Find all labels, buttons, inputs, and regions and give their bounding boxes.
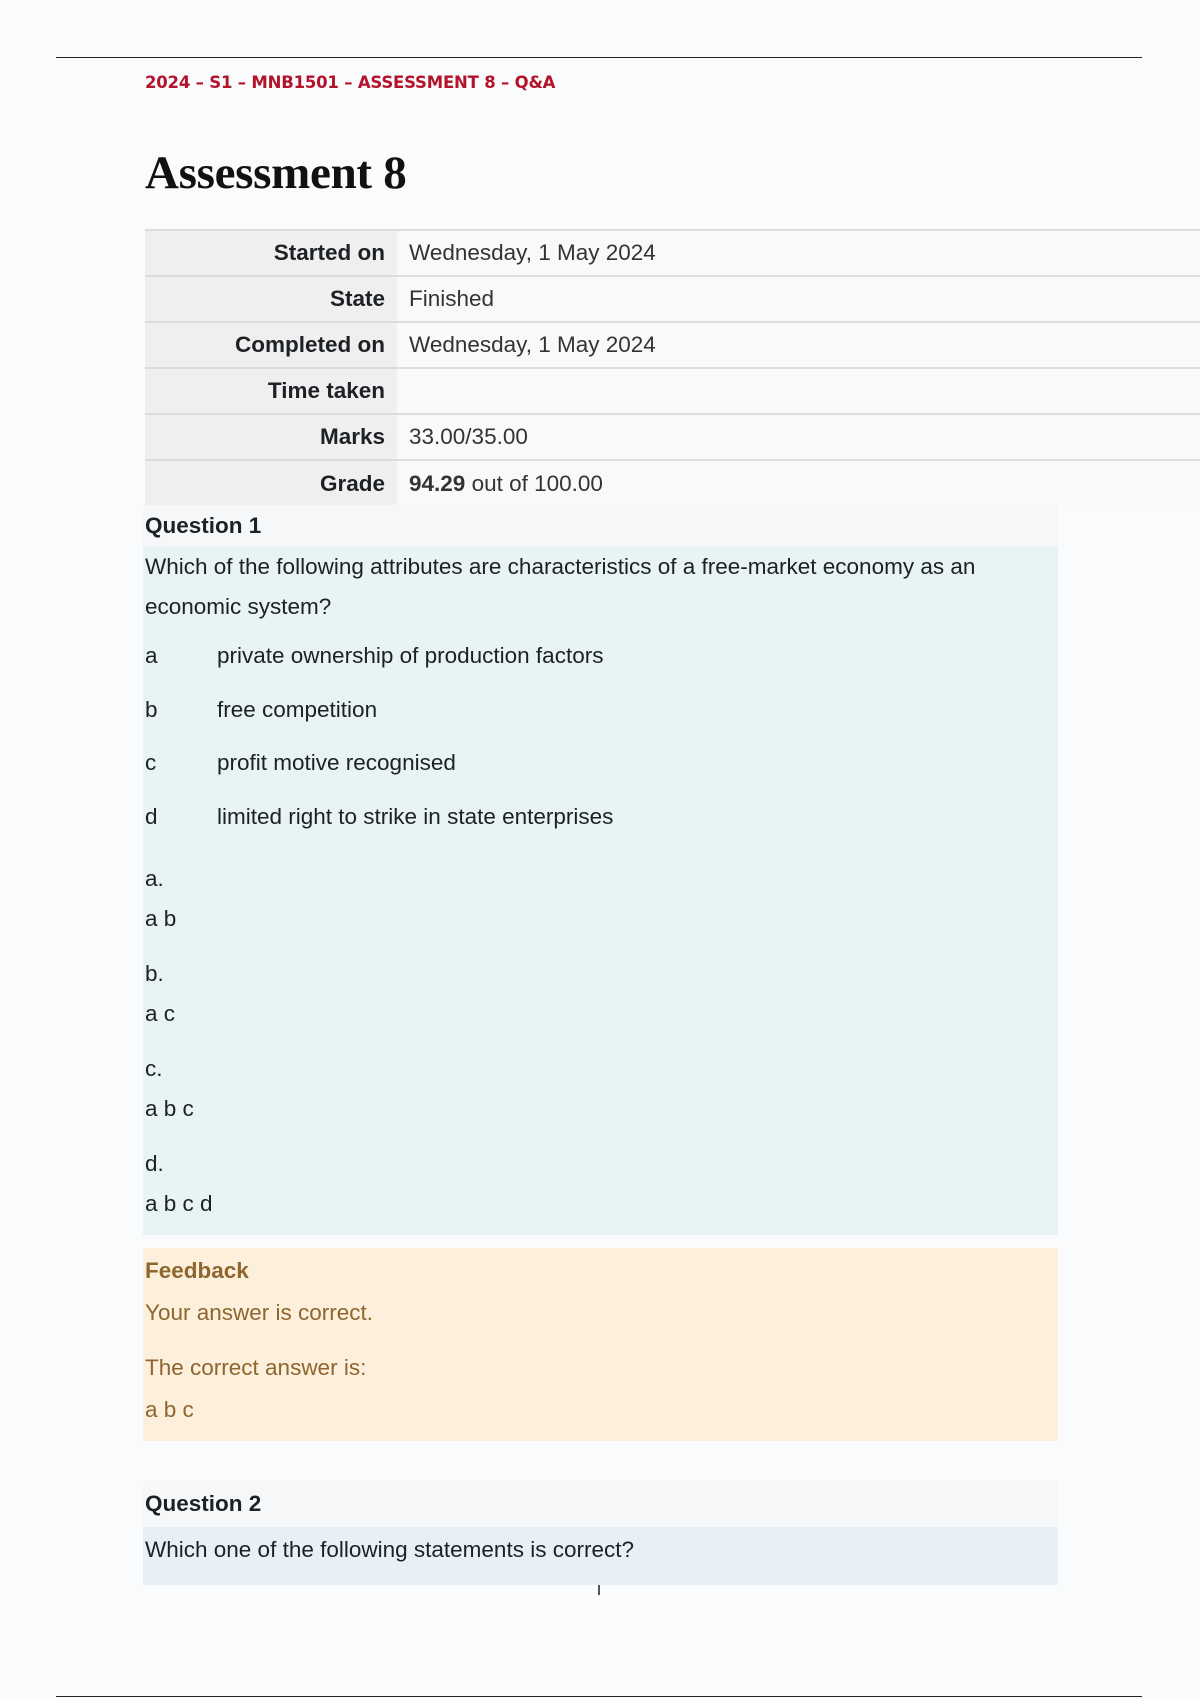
statement-text: private ownership of production factors [217, 643, 604, 668]
answer-option-a[interactable] [145, 859, 176, 939]
statement-letter: b [145, 697, 158, 722]
summary-value: Finished [397, 276, 1200, 322]
statement-letter: a [145, 643, 158, 668]
feedback-result: Your answer is correct. [145, 1300, 374, 1325]
answer-option-b[interactable] [145, 954, 175, 1034]
answer-option-text: a b c [145, 1096, 194, 1121]
page-tick-mark [598, 1585, 600, 1595]
summary-label: Grade [145, 460, 397, 506]
statement-c [145, 750, 456, 776]
feedback-title: Feedback [145, 1258, 249, 1283]
statement-letter: c [145, 750, 157, 775]
answer-option-d[interactable] [145, 1144, 213, 1224]
summary-label: Started on [145, 230, 397, 276]
top-rule [56, 57, 1142, 58]
summary-row-marks [145, 414, 1200, 460]
statement-d [145, 804, 613, 830]
feedback-panel [143, 1248, 1058, 1441]
answer-option-label: c. [145, 1056, 163, 1081]
answer-option-c[interactable] [145, 1049, 194, 1129]
summary-row-completed [145, 322, 1200, 368]
summary-value: Wednesday, 1 May 2024 [397, 322, 1200, 368]
summary-label: Completed on [145, 322, 397, 368]
statement-letter: d [145, 804, 158, 829]
grade-value: 94.29 [409, 470, 466, 496]
question-1-text: Which of the following attributes are characteristics of a free-market economy as an economic system? [145, 554, 976, 619]
summary-row-grade [145, 460, 1200, 506]
grade-suffix: out of 100.00 [465, 470, 603, 496]
answer-option-label: b. [145, 961, 164, 986]
summary-row-time-taken [145, 368, 1200, 414]
answer-option-text: a b [145, 906, 177, 931]
summary-value [397, 368, 1200, 414]
bottom-rule [56, 1696, 1142, 1697]
statement-a [145, 643, 603, 669]
answer-option-label: a. [145, 866, 164, 891]
summary-row-state [145, 276, 1200, 322]
attempt-summary-table [145, 229, 1200, 506]
answer-option-text: a c [145, 1001, 176, 1026]
summary-row-started [145, 230, 1200, 276]
question-1-body [143, 547, 1058, 1235]
question-2-body [143, 1527, 1058, 1585]
statement-b [145, 697, 377, 723]
summary-value [397, 460, 1200, 506]
summary-label: State [145, 276, 397, 322]
feedback-correct-intro: The correct answer is: [145, 1355, 367, 1380]
statement-text: limited right to strike in state enterprises [217, 804, 614, 829]
feedback-correct-answer: a b c [145, 1397, 194, 1422]
answer-option-text: a b c d [145, 1191, 213, 1216]
summary-value: 33.00/35.00 [397, 414, 1200, 460]
summary-label: Marks [145, 414, 397, 460]
question-1-heading: Question 1 [143, 505, 1058, 547]
statement-text: free competition [217, 697, 378, 722]
page-title: Assessment 8 [145, 147, 407, 199]
question-2-heading: Question 2 [143, 1481, 1058, 1527]
summary-value: Wednesday, 1 May 2024 [397, 230, 1200, 276]
answer-option-label: d. [145, 1151, 164, 1176]
summary-label: Time taken [145, 368, 397, 414]
question-2-text: Which one of the following statements is correct? [145, 1537, 634, 1562]
document-header-tag: 2024 – S1 – MNB1501 – ASSESSMENT 8 – Q&A [145, 73, 556, 92]
statement-text: profit motive recognised [217, 750, 456, 775]
